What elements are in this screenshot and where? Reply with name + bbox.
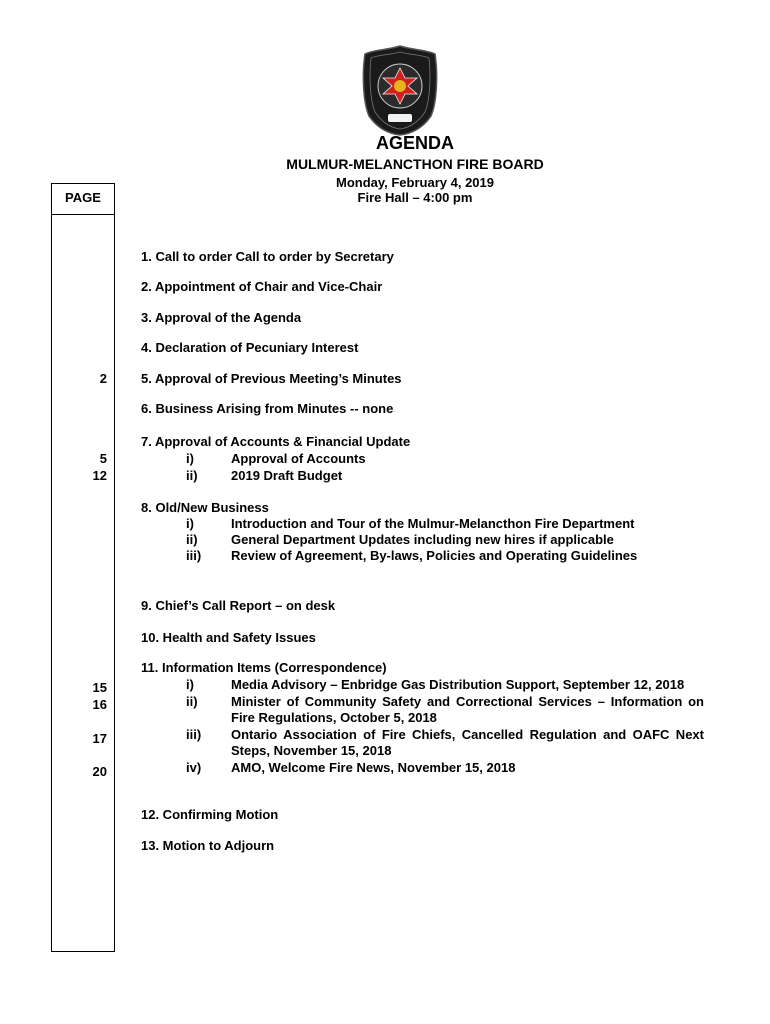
sub-item-number: i) — [186, 516, 194, 531]
agenda-item: 11. Information Items (Correspondence) — [141, 660, 387, 675]
agenda-item: 1. Call to order Call to order by Secretary — [141, 249, 394, 264]
agenda-item: 3. Approval of the Agenda — [141, 310, 302, 325]
page-number: 12 — [92, 468, 107, 483]
board-name: MULMUR-MELANCTHON FIRE BOARD — [286, 156, 544, 172]
sub-item-number: i) — [186, 677, 194, 692]
sub-item-text: Minister of Community Safety and Correctional Services – Information on Fire Regulations, October 5, 2018 — [231, 694, 704, 725]
sub-item-number: iii) — [186, 727, 202, 742]
agenda-item: 7. Approval of Accounts & Financial Update — [141, 434, 411, 449]
sub-item-number: ii) — [186, 468, 198, 483]
meeting-date: Monday, February 4, 2019 — [336, 175, 494, 190]
sub-item-text: Ontario Association of Fire Chiefs, Cancelled Regulation and OAFC Next Steps, November 15, 2018 — [231, 727, 704, 758]
page-number: 2 — [99, 371, 107, 386]
page-number: 16 — [92, 697, 107, 712]
page-number: 17 — [92, 731, 107, 746]
sub-item-text: 2019 Draft Budget — [231, 468, 343, 483]
sub-item-text: General Department Updates including new hires if applicable — [231, 532, 614, 547]
agenda-item: 9. Chief’s Call Report – on desk — [141, 598, 336, 613]
sub-item-number: iv) — [186, 760, 202, 775]
agenda-item: 6. Business Arising from Minutes -- none — [141, 401, 394, 416]
sub-item-number: iii) — [186, 548, 202, 563]
sub-item-text: Review of Agreement, By-laws, Policies and Operating Guidelines — [231, 548, 638, 563]
meeting-location: Fire Hall – 4:00 pm — [357, 190, 473, 205]
fire-department-logo — [361, 44, 439, 136]
page-number: 15 — [92, 680, 107, 695]
agenda-item: 13. Motion to Adjourn — [141, 838, 275, 853]
sub-item-number: ii) — [186, 694, 198, 709]
agenda-title: AGENDA — [375, 133, 454, 153]
sub-item-number: ii) — [186, 532, 198, 547]
sub-item-number: i) — [186, 451, 194, 466]
sub-item-text: Introduction and Tour of the Mulmur-Melancthon Fire Department — [231, 516, 635, 531]
agenda-item: 10. Health and Safety Issues — [141, 630, 316, 645]
page-column-heading: PAGE — [51, 183, 115, 215]
agenda-item: 12. Confirming Motion — [141, 807, 279, 822]
agenda-item: 5. Approval of Previous Meeting’s Minutes — [141, 371, 402, 386]
agenda-item: 8. Old/New Business — [141, 500, 269, 515]
page-column — [51, 183, 115, 952]
page-number: 20 — [92, 764, 107, 779]
agenda-item: 4. Declaration of Pecuniary Interest — [141, 340, 359, 355]
page-number: 5 — [99, 451, 107, 466]
sub-item-text: Approval of Accounts — [231, 451, 366, 466]
sub-item-text: Media Advisory – Enbridge Gas Distribution Support, September 12, 2018 — [231, 677, 685, 692]
sub-item-text: AMO, Welcome Fire News, November 15, 2018 — [231, 760, 516, 775]
agenda-item: 2. Appointment of Chair and Vice-Chair — [141, 279, 383, 294]
